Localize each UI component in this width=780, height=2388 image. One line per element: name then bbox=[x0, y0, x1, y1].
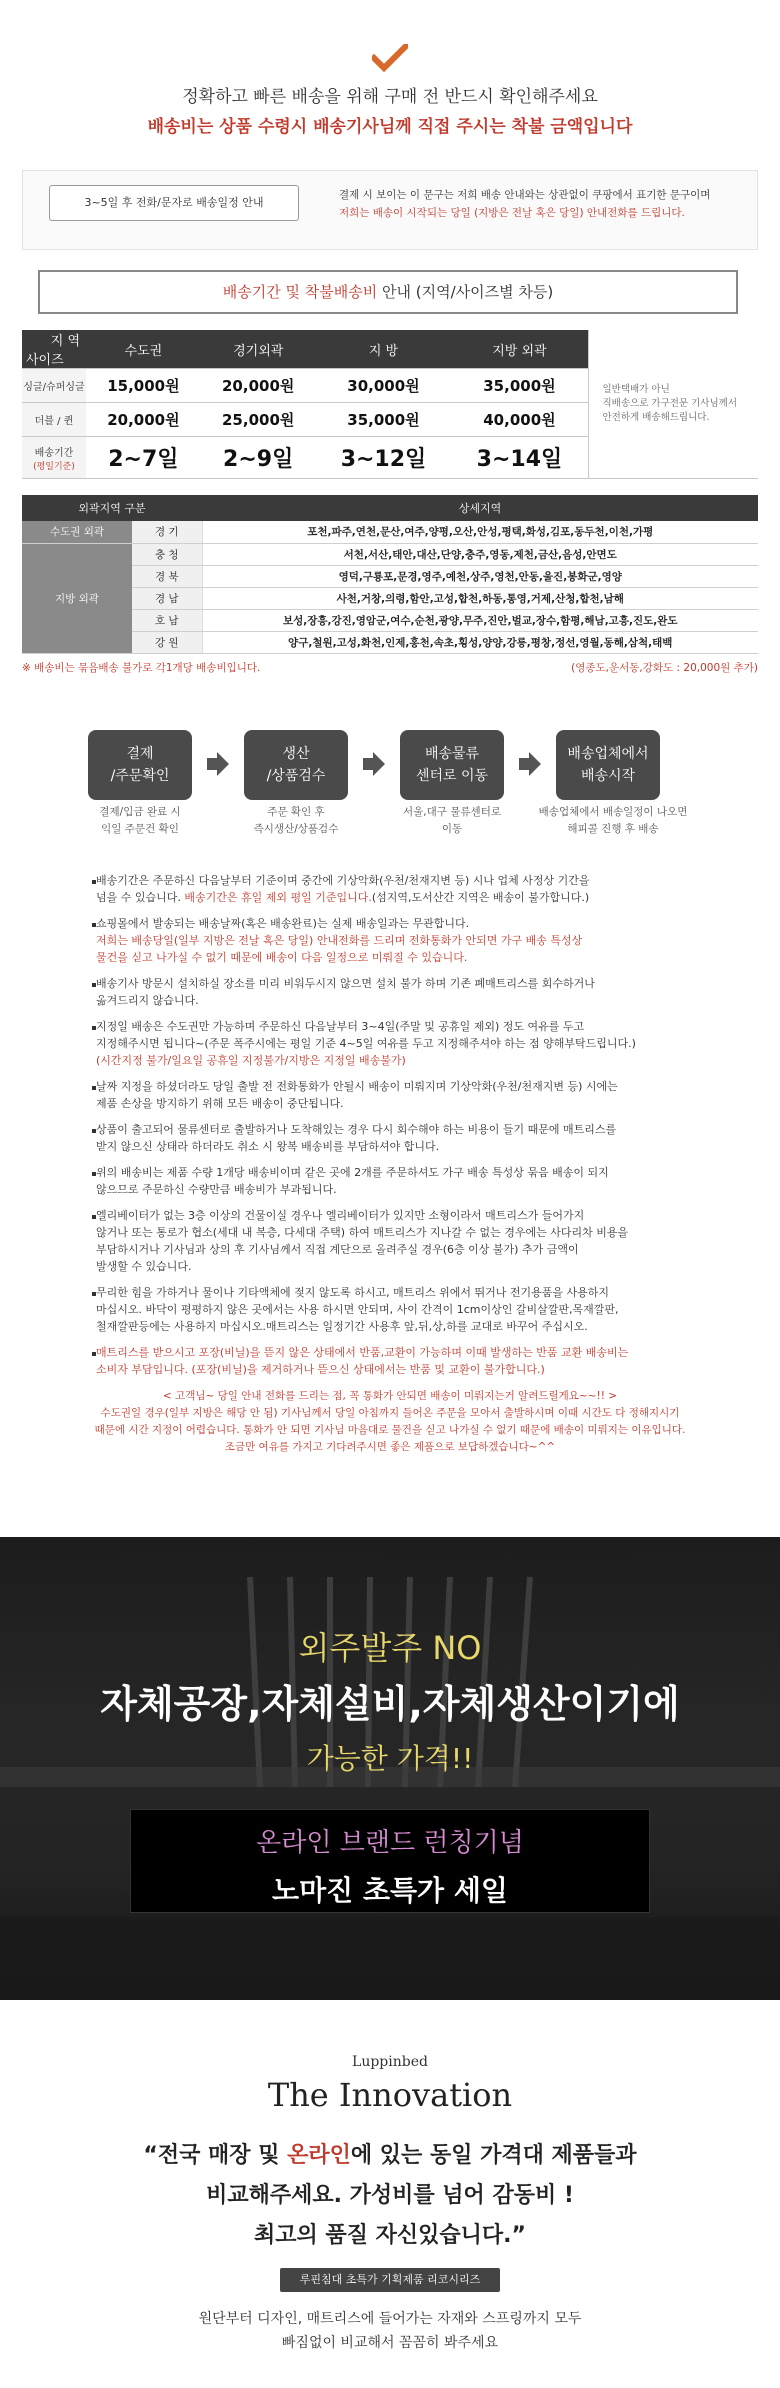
col-header: 경기외곽 bbox=[201, 330, 316, 369]
note-item: 엘리베이터가 없는 3층 이상의 건물이실 경우나 엘리베이터가 있지만 소형이라서 매트리스가 들어가지 않거나 또는 통로가 협소(세대 내 복층, 다세대 주택) 하여 매트리스가 지나갈 수 없는 경우에는 사다리차 비용을 부담하시거나 기사님과 상의 후 기사님께서 직접 계단으로 올려주실 경우(6층 이상 불가) 추가 금액이 발생할 수 있습니다. bbox=[22, 1207, 758, 1275]
innovation-section bbox=[0, 2000, 780, 2388]
note-item: 지정일 배송은 수도권만 가능하며 주문하신 다음날부터 3~4일(주말 및 공휴일 제외) 정도 여유를 두고 지정해주시면 됩니다~(주문 폭주시에는 평일 기준 4~5일 여유를 두고 지정해주셔야 하는 점 양해부탁드립니다.) (시간지정 불가/일요일 공휴일 지정불가/지방은 지정일 배송불가) bbox=[22, 1018, 758, 1069]
process-step-production: 생산 /상품검수 bbox=[244, 730, 348, 800]
price-title-red: 배송기간 및 착불배송비 bbox=[222, 283, 378, 301]
region-table bbox=[22, 495, 758, 654]
series-badge: 루핀침대 초특가 기획제품 리코시리즈 bbox=[280, 2268, 500, 2292]
heading-line2: 배송비는 상품 수령시 배송기사님께 직접 주시는 착불 금액입니다 bbox=[147, 117, 633, 137]
region-footer: ※ 배송비는 묶음배송 불가로 각1개당 배송비입니다. (영종도,운서동,강화도 : 20,000원 추가) bbox=[22, 661, 758, 674]
process-desc: 결제/입금 완료 시 익일 주문건 확인 bbox=[99, 805, 181, 835]
process-step-payment: 결제 /주문확인 bbox=[88, 730, 192, 800]
region-row: 호 남 보성,장흥,강진,영암군,여수,순천,광양,무주,진안,벌교,장수,함평,해남,고흥,진도,완도 bbox=[22, 609, 758, 631]
arrow-right-icon bbox=[207, 752, 229, 776]
process-desc: 서울,대구 물류센터로 이동 bbox=[403, 805, 501, 835]
top-heading bbox=[0, 0, 780, 170]
region-row: 강 원 양구,철원,고성,화천,인제,홍천,속초,횡성,양양,강릉,평창,정선,영월,동해,삼척,태백 bbox=[22, 631, 758, 653]
region-header-left: 외곽지역 구분 bbox=[22, 495, 202, 521]
note-item: 상품이 출고되어 물류센터로 출발하거나 도착해있는 경우 다시 회수해야 하는 비용이 들기 때문에 매트리스를 받지 않으신 상태라 하더라도 취소 시 왕복 배송비를 부담하셔야 합니다. bbox=[22, 1121, 758, 1155]
sale-line1: 온라인 브랜드 런칭기념 bbox=[256, 1828, 524, 1858]
arrow-right-icon bbox=[519, 752, 541, 776]
price-title-rest: 안내 (지역/사이즈별 차등) bbox=[377, 283, 554, 301]
heading-line1: 정확하고 빠른 배송을 위해 구매 전 반드시 확인해주세요 bbox=[182, 87, 598, 107]
note-item: 배송기간은 주문하신 다음날부터 기준이며 중간에 기상악화(우천/천재지변 등) 시나 업체 사정상 기간을 넘을 수 있습니다. 배송기간은 휴일 제외 평일 기준입니다.(섬지역,도서산간 지역은 배송이 불가합니다.) bbox=[22, 872, 758, 906]
region-row: 경 북 영덕,구룡포,문경,영주,예천,상주,영천,안동,울진,봉화군,영양 bbox=[22, 565, 758, 587]
factory-banner bbox=[0, 1537, 780, 2000]
quote-line3: 최고의 품질 자신있습니다.” bbox=[254, 2223, 526, 2248]
process-desc: 배송업체에서 배송일정이 나오면 해피콜 진행 후 배송 bbox=[538, 805, 688, 835]
region-row: 지방 외곽 충 청 서천,서산,태안,대산,단양,충주,영동,제천,금산,음성,안면도 bbox=[22, 543, 758, 565]
delivery-notes bbox=[22, 872, 758, 1378]
process-desc: 주문 확인 후 즉시생산/상품검수 bbox=[253, 805, 339, 835]
price-section-title bbox=[38, 270, 738, 314]
process-step-logistics: 배송물류 센터로 이동 bbox=[400, 730, 504, 800]
period-row: 배송기간 (평일기준) 2~7일 2~9일 3~12일 3~14일 bbox=[22, 437, 758, 479]
side-note: 일반택배가 아닌 직배송으로 가구전문 기사님께서 안전하게 배송해드립니다. bbox=[588, 330, 758, 479]
sale-box bbox=[130, 1809, 650, 1913]
note-item: 무리한 힘을 가하거나 물이나 기타액체에 젖지 않도록 하시고, 매트리스 위에서 뛰거나 전기용품을 사용하지 마십시오. 바닥이 평평하지 않은 곳에서는 사용 하시면 안되며, 사이 간격이 1cm이상인 갈비살깔판,목재깔판, 철재깔판등에는 사용하지 마십시오.매트리스는 일정기간 사용후 앞,뒤,상,하를 교대로 바꾸어 주십시오. bbox=[22, 1284, 758, 1335]
col-header: 지방 외곽 bbox=[451, 330, 588, 369]
brand-name: Luppinbed bbox=[352, 2054, 428, 2070]
notice-text-red: 저희는 배송이 시작되는 당일 (지방은 전날 혹은 당일) 안내전화를 드립니다. bbox=[339, 207, 685, 219]
note-item: 날짜 지정을 하셨더라도 당일 출발 전 전화통화가 안될시 배송이 미뤄지며 기상악화(우천/천재지변 등) 시에는 제품 손상을 방지하기 위해 모든 배송이 중단됩니다. bbox=[22, 1078, 758, 1112]
col-header: 수도권 bbox=[86, 330, 201, 369]
notice-text: 결제 시 보이는 이 문구는 저희 배송 안내와는 상관없이 쿠팡에서 표기한 문구이며 bbox=[339, 189, 711, 201]
desc-line1: 원단부터 디자인, 매트리스에 들어가는 자재와 스프링까지 모두 bbox=[198, 2311, 582, 2327]
quote-line1: “전국 매장 및 온라인에 있는 동일 가격대 제품들과 bbox=[143, 2143, 637, 2168]
schedule-notice bbox=[22, 170, 758, 250]
note-item: 쇼핑몰에서 발송되는 배송날짜(혹은 배송완료)는 실제 배송일과는 무관합니다. 저희는 배송당일(일부 지방은 전날 혹은 당일) 안내전화를 드리며 전화통화가 안되면 가구 배송 특성상 물건을 싣고 나가실 수 없기 때문에 배송이 다음 일정으로 미뤄질 수 있습니다. bbox=[22, 915, 758, 966]
region-header-right: 상세지역 bbox=[202, 495, 758, 521]
innovation-title: The Innovation bbox=[267, 2076, 513, 2114]
desc-line2: 빠짐없이 비교해서 꼼꼼히 봐주세요 bbox=[281, 2335, 499, 2351]
banner-line3: 가능한 가격!! bbox=[306, 1742, 474, 1775]
zone-size-header: 지 역 사이즈 bbox=[22, 330, 86, 369]
note-item: 배송기사 방문시 설치하실 장소를 미리 비워두시지 않으면 설치 불가 하며 기존 폐매트리스를 회수하거나 옮겨드리지 않습니다. bbox=[22, 975, 758, 1009]
schedule-tag: 3~5일 후 전화/문자로 배송일정 안내 bbox=[49, 185, 299, 221]
check-icon bbox=[372, 44, 408, 72]
price-row: 더블 / 퀸 20,000원 25,000원 35,000원 40,000원 bbox=[22, 403, 758, 437]
region-row: 경 남 사천,거창,의령,함안,고성,합천,하동,통영,거제,산청,합천,남해 bbox=[22, 587, 758, 609]
quote-line2: 비교해주세요. 가성비를 넘어 감동비 ! bbox=[206, 2183, 574, 2208]
delivery-process bbox=[0, 700, 780, 835]
sale-line2: 노마진 초특가 세일 bbox=[272, 1874, 508, 1907]
note-item: 위의 배송비는 제품 수량 1개당 배송비이며 같은 곳에 2개를 주문하셔도 가구 배송 특성상 묶음 배송이 되지 않으므로 주문하신 수량만큼 배송비가 부과됩니다. bbox=[22, 1164, 758, 1198]
process-step-shipping: 배송업체에서 배송시작 bbox=[556, 730, 660, 800]
banner-line2: 자체공장,자체설비,자체생산이기에 bbox=[100, 1682, 680, 1726]
price-table bbox=[22, 330, 758, 479]
closing-message: < 고객님~ 당일 안내 전화를 드리는 점, 꼭 통화가 안되면 배송이 미뤄지는거 알려드릴게요~~!! > 수도권일 경우(일부 지방은 해당 안 됨) 기사님께서 당일 아침까지 들어온 주문을 모아서 출발하시며 이때 시간도 다 정해지시기 때문에 시간 지정이 어렵습니다. 통화가 안 되면 기사님 마음대로 물건을 싣고 나가실 수 없기 때문에 배송이 미뤄지는 이유입니다. 조금만 여유를 가지고 기다려주시면 좋은 제품으로 보답하겠습니다~^^ bbox=[94, 1389, 686, 1453]
arrow-right-icon bbox=[363, 752, 385, 776]
price-row: 싱글/슈퍼싱글 15,000원 20,000원 30,000원 35,000원 bbox=[22, 369, 758, 403]
col-header: 지 방 bbox=[316, 330, 452, 369]
note-item: 매트리스를 받으시고 포장(비닐)을 뜯지 않은 상태에서 반품,교환이 가능하며 이때 발생하는 반품 교환 배송비는 소비자 부담입니다. (포장(비닐)을 제거하거나 뜯으신 상태에서는 반품 및 교환이 불가합니다.) bbox=[22, 1344, 758, 1378]
banner-line1: 외주발주 NO bbox=[298, 1629, 482, 1667]
region-row: 수도권 외곽 경 기 포천,파주,연천,문산,여주,양평,오산,안성,평택,화성,김포,동두천,이천,가평 bbox=[22, 521, 758, 543]
